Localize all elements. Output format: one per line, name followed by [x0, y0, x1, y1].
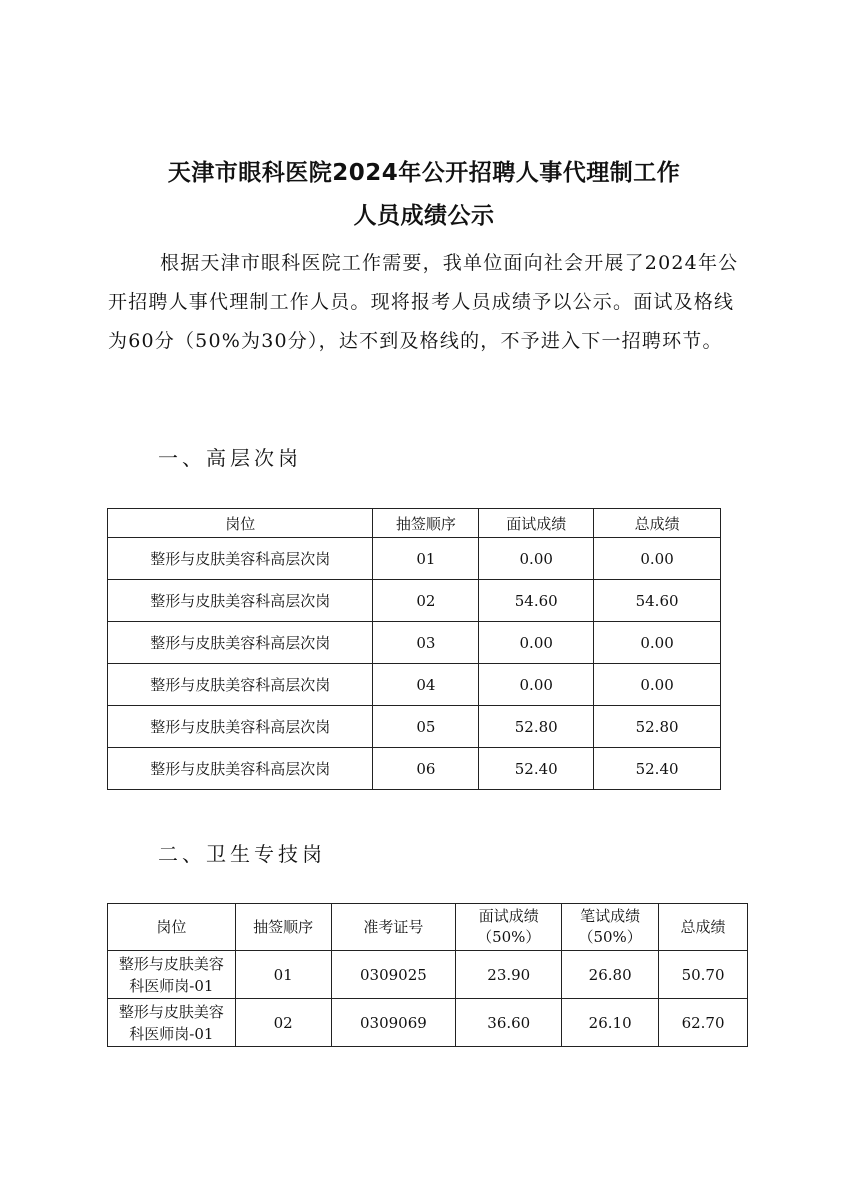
header-position: 岗位	[108, 904, 236, 951]
cell-total-score: 52.80	[594, 706, 721, 748]
cell-draw-order: 03	[373, 622, 479, 664]
cell-draw-order: 06	[373, 748, 479, 790]
table-row	[108, 999, 748, 1047]
cell-total-score: 0.00	[594, 664, 721, 706]
header-interview-score: 面试成绩 （50%）	[456, 904, 562, 951]
section-heading-health-tech: 二、卫生专技岗	[158, 842, 326, 866]
cell-total-score: 52.40	[594, 748, 721, 790]
cell-total-score: 62.70	[659, 999, 748, 1047]
table-row	[108, 580, 721, 622]
cell-draw-order: 02	[373, 580, 479, 622]
cell-interview-score: 23.90	[456, 951, 562, 999]
cell-draw-order: 05	[373, 706, 479, 748]
cell-interview-score: 36.60	[456, 999, 562, 1047]
header-position: 岗位	[108, 509, 373, 538]
senior-results-table	[107, 508, 721, 790]
health-tech-results-table	[107, 903, 748, 1047]
table-row	[108, 748, 721, 790]
cell-written-score: 26.80	[562, 951, 659, 999]
cell-position: 整形与皮肤美容科高层次岗	[108, 538, 373, 580]
cell-total-score: 54.60	[594, 580, 721, 622]
cell-written-score: 26.10	[562, 999, 659, 1047]
header-total-score: 总成绩	[594, 509, 721, 538]
cell-interview-score: 0.00	[479, 622, 594, 664]
intro-paragraph	[108, 244, 748, 361]
header-draw-order: 抽签顺序	[235, 904, 331, 951]
table-row	[108, 664, 721, 706]
table-row	[108, 706, 721, 748]
header-total-score: 总成绩	[659, 904, 748, 951]
cell-position: 整形与皮肤美容科高层次岗	[108, 664, 373, 706]
cell-total-score: 50.70	[659, 951, 748, 999]
table-row	[108, 538, 721, 580]
document-title-line1: 天津市眼科医院2024年公开招聘人事代理制工作	[167, 160, 681, 186]
table-header-row	[108, 904, 748, 951]
header-written-score: 笔试成绩 （50%）	[562, 904, 659, 951]
cell-position: 整形与皮肤美容科高层次岗	[108, 622, 373, 664]
cell-position: 整形与皮肤美容 科医师岗-01	[108, 951, 236, 999]
table-header-row	[108, 509, 721, 538]
cell-exam-number: 0309025	[331, 951, 456, 999]
cell-total-score: 0.00	[594, 538, 721, 580]
cell-interview-score: 52.40	[479, 748, 594, 790]
cell-position: 整形与皮肤美容 科医师岗-01	[108, 999, 236, 1047]
cell-exam-number: 0309069	[331, 999, 456, 1047]
document-title-line2: 人员成绩公示	[353, 203, 495, 229]
cell-total-score: 0.00	[594, 622, 721, 664]
cell-position: 整形与皮肤美容科高层次岗	[108, 706, 373, 748]
header-interview-score: 面试成绩	[479, 509, 594, 538]
cell-interview-score: 52.80	[479, 706, 594, 748]
table-row	[108, 622, 721, 664]
cell-interview-score: 0.00	[479, 664, 594, 706]
header-draw-order: 抽签顺序	[373, 509, 479, 538]
cell-interview-score: 54.60	[479, 580, 594, 622]
header-exam-number: 准考证号	[331, 904, 456, 951]
cell-draw-order: 04	[373, 664, 479, 706]
cell-position: 整形与皮肤美容科高层次岗	[108, 580, 373, 622]
cell-draw-order: 01	[235, 951, 331, 999]
cell-draw-order: 01	[373, 538, 479, 580]
table-row	[108, 951, 748, 999]
cell-interview-score: 0.00	[479, 538, 594, 580]
cell-draw-order: 02	[235, 999, 331, 1047]
section-heading-senior: 一、高层次岗	[158, 446, 302, 470]
intro-text: 根据天津市眼科医院工作需要，我单位面向社会开展了2024年公开招聘人事代理制工作人员。现将报考人员成绩予以公示。面试及格线为60分（50%为30分），达不到及格线的，不予进入下一招聘环节。	[108, 252, 739, 352]
cell-position: 整形与皮肤美容科高层次岗	[108, 748, 373, 790]
